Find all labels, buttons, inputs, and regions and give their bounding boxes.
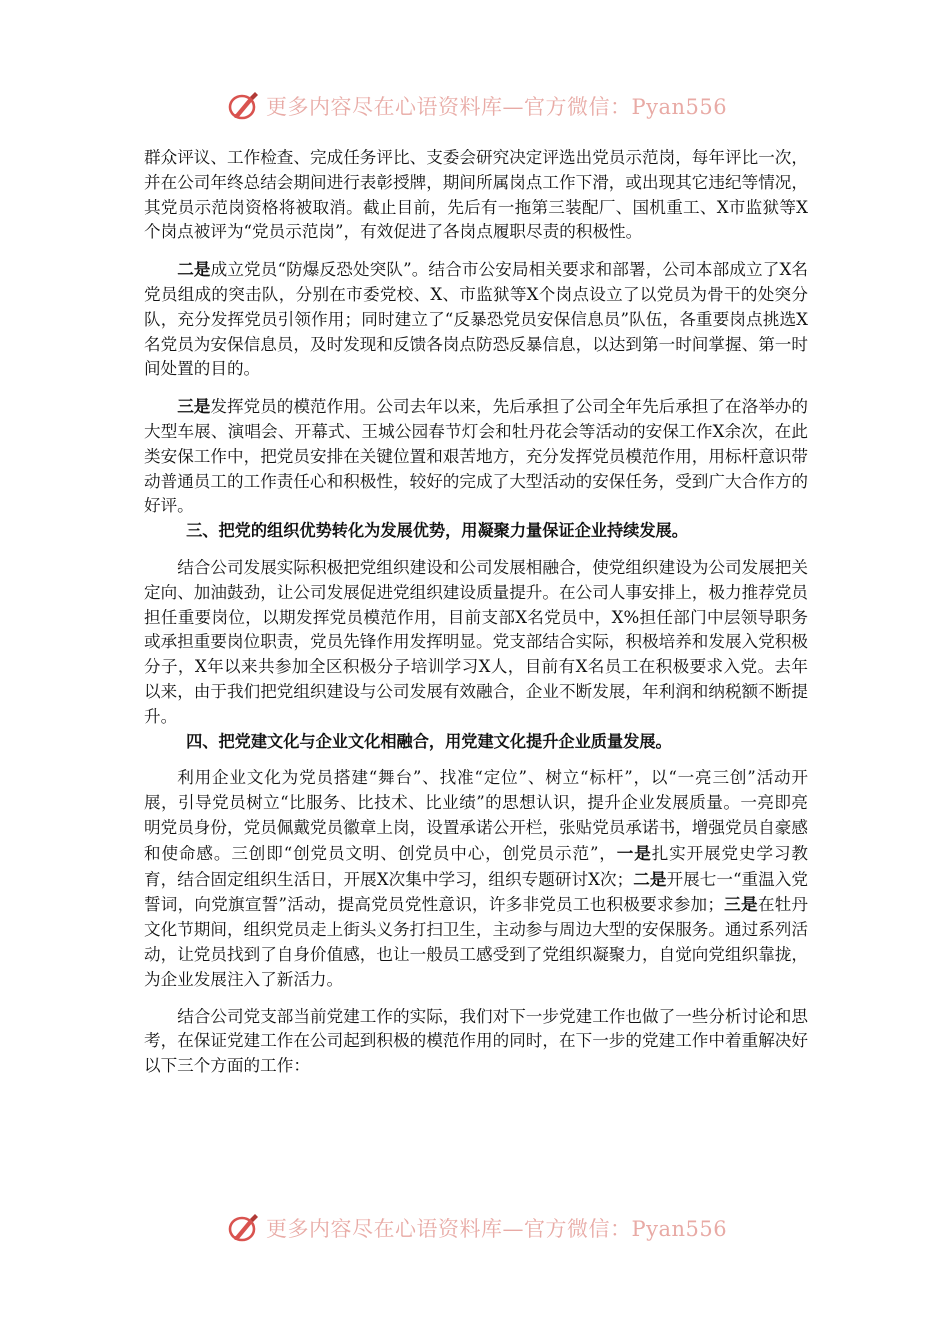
enumeration-lead: 二是 (633, 868, 667, 889)
watermark-banner-top (0, 86, 950, 126)
paragraph-text: 利用企业文化为党员搭建“舞台”、找准“定位”、树立“标杆”，以“一亮三创”活动开展，引导党员树立“比服务、比技术、比业绩”的思想认识，提升企业发展质量。一亮即亮明党员身份，党员佩戴党员徽章上岗，设置承诺公开栏，张贴党员承诺书，增强党员自豪感和使命感。三创即“创党员文明、创党员中心，创党员示范”， (144, 768, 808, 863)
paragraph (144, 394, 808, 519)
document-body (144, 146, 808, 1079)
paragraph-text: 扎实开展党史学习教育，结合固定组织生活日，开展X次集中学习，组织专题研讨X次； (144, 843, 809, 889)
watermark-text: 更多内容尽在心语资料库—官方微信：Pyan556 (266, 1217, 728, 1241)
paragraph-text: 成立党员“防爆反恐处突队”。结合市公安局相关要求和部署，公司本部成立了X名党员组成的突击队，分别在市委党校、X、市监狱等X个岗点设立了以党员为骨干的处突分队，充分发挥党员引领作用；同时建立了“反暴恐党员安保信息员”队伍，各重要岗点挑选X名党员为安保信息员，及时发现和反馈各岗点防恐反暴信息，以达到第一时间掌握、第一时间处置的目的。 (144, 260, 809, 379)
paragraph: 群众评议、工作检查、完成任务评比、支委会研究决定评选出党员示范岗，每年评比一次，并在公司年终总结会期间进行表彰授牌，期间所属岗点工作下滑，或出现其它违纪等情况，其党员示范岗资格将被取消。截止目前，先后有一拖第三装配厂、国机重工、X市监狱等X个岗点被评为“党员示范岗”，有效促进了各岗点履职尽责的积极性。 (144, 148, 808, 242)
paragraph (144, 257, 808, 382)
watermark-banner-bottom (0, 1208, 950, 1248)
enumeration-lead: 一是 (616, 842, 652, 863)
section-heading: 三、把党的组织优势转化为发展优势，用凝聚力量保证企业持续发展。 (186, 521, 688, 541)
paragraph: 结合公司发展实际积极把党组织建设和公司发展相融合，使党组织建设为公司发展把关定向、加油鼓劲，让公司发展促进党组织建设质量提升。在公司人事安排上，极力推荐党员担任重要岗位，以期发挥党员模范作用，目前支部X名党员中，X%担任部门中层领导职务或承担重要岗位职责，党员先锋作用发挥明显。党支部结合实际，积极培养和发展入党积极分子，X年以来共参加全区积极分子培训学习X人，目前有X名员工在积极要求入党。去年以来，由于我们把党组织建设与公司发展有效融合，企业不断发展，年利润和纳税额不断提升。 (144, 557, 808, 726)
enumeration-lead: 三是 (723, 894, 758, 915)
paragraph-text: 在牡丹文化节期间，组织党员走上街头义务打扫卫生，主动参与周边大型的安保服务。通过系列活动，让党员找到了自身价值感，也让一般员工感受到了党组织凝聚力，自觉向党组织靠拢，为企业发展注入了新活力。 (144, 895, 809, 989)
paragraph-text: 开展七一“重温入党誓词，向党旗宣誓”活动，提高党员党性意识，许多非党员工也积极要求参加； (144, 869, 809, 915)
enumeration-lead: 二是 (177, 259, 211, 280)
paragraph (144, 766, 808, 992)
watermark-text: 更多内容尽在心语资料库—官方微信：Pyan556 (266, 95, 728, 119)
section-heading: 四、把党建文化与企业文化相融合，用党建文化提升企业质量发展。 (186, 731, 672, 751)
pen-logo-icon (226, 1210, 262, 1246)
paragraph: 结合公司党支部当前党建工作的实际，我们对下一步党建工作也做了一些分析讨论和思考，在保证党建工作在公司起到积极的模范作用的同时，在下一步的党建工作中着重解决好以下三个方面的工作： (144, 1006, 808, 1076)
paragraph-text: 发挥党员的模范作用。公司去年以来，先后承担了公司全年先后承担了在洛举办的大型车展、演唱会、开幕式、王城公园春节灯会和牡丹花会等活动的安保工作X余次，在此类安保工作中，把党员安排在关键位置和艰苦地方，充分发挥党员模范作用，用标杆意识带动普通员工的工作责任心和积极性，较好的完成了大型活动的安保任务，受到广大合作方的好评。 (144, 397, 808, 516)
enumeration-lead: 三是 (177, 396, 211, 417)
pen-logo-icon (226, 88, 262, 124)
